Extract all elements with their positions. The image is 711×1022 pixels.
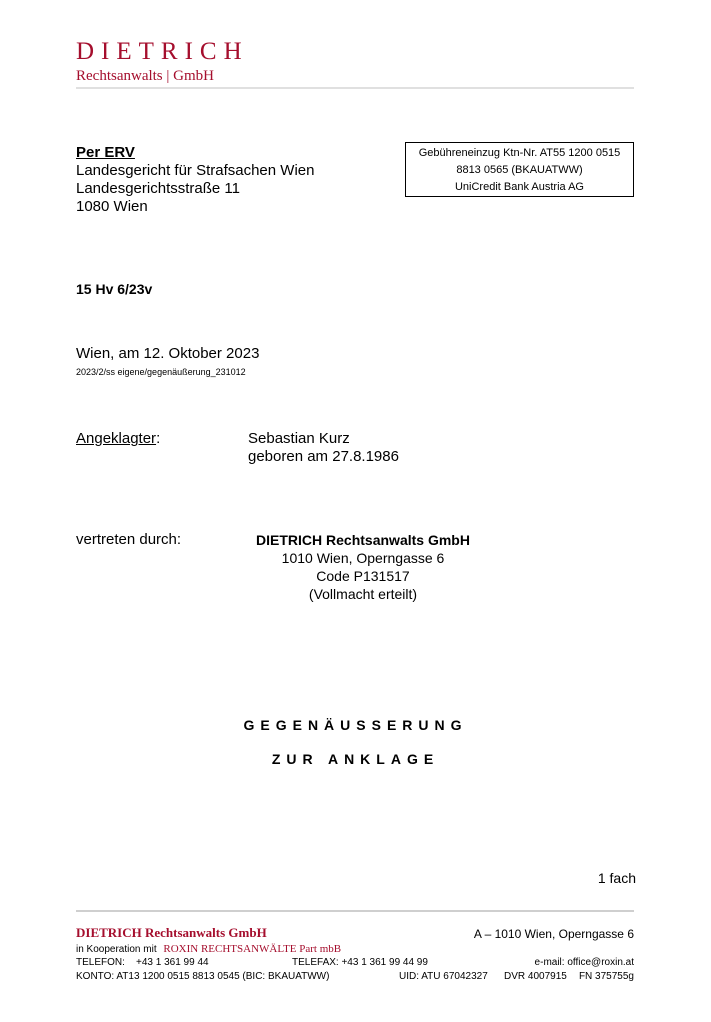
recipient-line: Landesgerichtsstraße 11: [76, 180, 240, 197]
fee-line: UniCredit Bank Austria AG: [454, 181, 584, 193]
representative-firm: DIETRICH Rechtsanwalts GmbH: [256, 532, 470, 548]
cooperation-label: in Kooperation mit: [76, 944, 157, 955]
defendant-name: Sebastian Kurz: [248, 430, 350, 447]
representative-address: 1010 Wien, Operngasse 6: [281, 550, 445, 566]
letterhead-name: DIETRICH: [76, 38, 249, 65]
recipient-line: 1080 Wien: [76, 198, 148, 215]
fee-collection-box: [405, 142, 634, 197]
defendant-birth: geboren am 27.8.1986: [248, 448, 399, 465]
footer-cooperation: [76, 943, 341, 955]
representation-label: vertreten durch:: [76, 531, 182, 548]
document-title-line2: ZUR ANKLAGE: [271, 751, 440, 767]
document-title-line1: GEGENÄUSSERUNG: [243, 717, 468, 733]
file-reference: 2023/2/ss eigene/gegenäußerung_231012: [76, 367, 246, 377]
header-divider: [76, 87, 634, 89]
date-line: Wien, am 12. Oktober 2023: [76, 345, 260, 362]
defendant-label-text: Angeklagter: [76, 430, 157, 447]
defendant-details: [248, 430, 399, 466]
power-of-attorney-note: (Vollmacht erteilt): [308, 586, 418, 602]
footer-address: A – 1010 Wien, Operngasse 6: [473, 927, 634, 941]
footer-firm: DIETRICH Rechtsanwalts GmbH: [76, 925, 267, 940]
defendant-label: [76, 430, 160, 447]
fee-line: 8813 0565 (BKAUATWW): [456, 164, 583, 176]
case-number: 15 Hv 6/23v: [76, 281, 153, 297]
delivery-method: Per ERV: [76, 144, 135, 161]
copies-count: 1 fach: [597, 870, 636, 886]
recipient-line: Landesgericht für Strafsachen Wien: [76, 162, 315, 179]
recipient-address: [76, 144, 314, 216]
representative-code: Code P131517: [316, 568, 410, 584]
representation-details: [251, 531, 475, 603]
footer-fax: TELEFAX: +43 1 361 99 44 99: [292, 957, 428, 968]
fee-line: Gebühreneinzug Ktn-Nr. AT55 1200 0515: [418, 147, 621, 159]
footer-divider: [76, 910, 634, 912]
footer-email: e-mail: office@roxin.at: [534, 957, 634, 968]
cooperation-firm: ROXIN RECHTSANWÄLTE Part mbB: [163, 943, 342, 955]
footer-fn: FN 375755g: [578, 971, 634, 982]
defendant-label-colon: :: [156, 430, 161, 447]
footer-account: KONTO: AT13 1200 0515 8813 0545 (BIC: BKAUATWW): [76, 971, 330, 982]
footer-phone: TELEFON: +43 1 361 99 44: [76, 957, 209, 968]
letterhead-subtitle: Rechtsanwalts | GmbH: [76, 68, 214, 84]
footer-dvr: DVR 4007915: [504, 971, 567, 982]
footer-uid: UID: ATU 67042327: [399, 971, 488, 982]
